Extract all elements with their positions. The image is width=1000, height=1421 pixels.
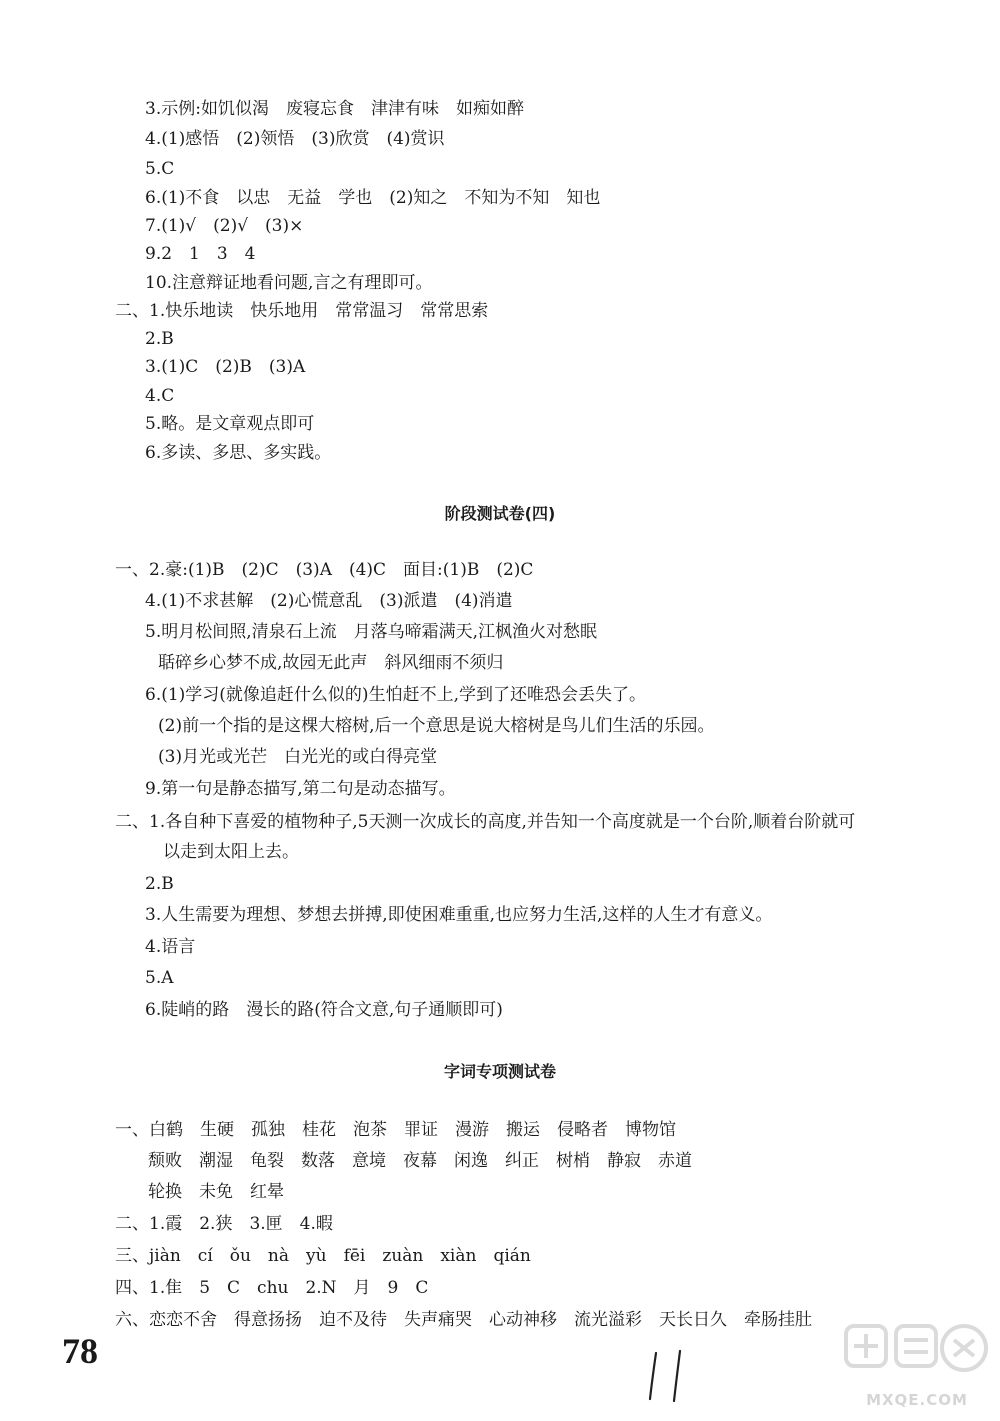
answer-line: 3.示例:如饥似渴 废寝忘食 津津有味 如痴如醉 bbox=[145, 99, 524, 119]
section-title: 字词专项测试卷 bbox=[443, 1062, 556, 1081]
answer-line: 三、jiàn cí ǒu nà yù fēi zuàn xiàn qián bbox=[115, 1246, 531, 1266]
answer-line: 2.B bbox=[145, 329, 174, 349]
answer-line: 7.(1)√ (2)√ (3)× bbox=[145, 216, 304, 236]
watermark-text: MXQE.COM bbox=[866, 1391, 968, 1409]
answer-line: 6.陡峭的路 漫长的路(符合文意,句子通顺即可) bbox=[145, 1000, 503, 1020]
answer-line: 二、1.快乐地读 快乐地用 常常温习 常常思索 bbox=[115, 301, 489, 321]
watermark-logo-icon bbox=[842, 1318, 992, 1390]
answer-line: 5.明月松间照,清泉石上流 月落乌啼霜满天,江枫渔火对愁眠 bbox=[145, 622, 598, 642]
answer-line: 聒碎乡心梦不成,故园无此声 斜风细雨不须归 bbox=[158, 653, 504, 673]
answer-line: 9.2 1 3 4 bbox=[145, 244, 256, 264]
answer-line: 5.C bbox=[145, 159, 175, 179]
answer-line: 5.略。是文章观点即可 bbox=[145, 414, 315, 434]
answer-line: 六、恋恋不舍 得意扬扬 迫不及待 失声痛哭 心动神移 流光溢彩 天长日久 牵肠挂肚 bbox=[115, 1310, 812, 1330]
answer-line: 4.C bbox=[145, 386, 175, 406]
answer-line: 以走到太阳上去。 bbox=[163, 842, 299, 862]
answer-line: (3)月光或光芒 白光光的或白得亮堂 bbox=[158, 747, 438, 767]
answer-line: 6.多读、多思、多实践。 bbox=[145, 443, 332, 463]
answer-line: 二、1.各自种下喜爱的植物种子,5天测一次成长的高度,并告知一个高度就是一个台阶,顺着台阶就可 bbox=[115, 812, 856, 832]
answer-line: 轮换 未免 红晕 bbox=[148, 1182, 284, 1202]
answer-line: (2)前一个指的是这棵大榕树,后一个意思是说大榕树是鸟儿们生活的乐园。 bbox=[158, 716, 715, 736]
section-title: 阶段测试卷(四) bbox=[444, 504, 556, 523]
answer-line: 10.注意辩证地看问题,言之有理即可。 bbox=[145, 273, 433, 293]
answer-line: 4.(1)不求甚解 (2)心慌意乱 (3)派遣 (4)消遣 bbox=[145, 591, 513, 611]
answer-line: 2.B bbox=[145, 874, 174, 894]
answer-line: 3.人生需要为理想、梦想去拼搏,即使困难重重,也应努力生活,这样的人生才有意义。 bbox=[145, 905, 773, 925]
answer-line: 四、1.隹 5 C chu 2.N 月 9 C bbox=[115, 1278, 429, 1298]
answer-line: 二、1.霞 2.狭 3.匣 4.暇 bbox=[115, 1214, 333, 1234]
answer-line: 4.(1)感悟 (2)领悟 (3)欣赏 (4)赏识 bbox=[145, 129, 445, 149]
answer-line: 一、白鹤 生硬 孤独 桂花 泡茶 罪证 漫游 搬运 侵略者 博物馆 bbox=[115, 1120, 676, 1140]
answer-line: 4.语言 bbox=[145, 937, 196, 957]
answer-line: 9.第一句是静态描写,第二句是动态描写。 bbox=[145, 779, 456, 799]
answer-line: 一、2.豪:(1)B (2)C (3)A (4)C 面目:(1)B (2)C bbox=[115, 560, 534, 580]
handwritten-mark-icon bbox=[642, 1345, 702, 1405]
answer-line: 6.(1)不食 以忠 无益 学也 (2)知之 不知为不知 知也 bbox=[145, 188, 601, 208]
answer-line: 颓败 潮湿 龟裂 数落 意境 夜幕 闲逸 纠正 树梢 静寂 赤道 bbox=[148, 1151, 692, 1171]
answer-line: 5.A bbox=[145, 968, 174, 988]
answer-line: 6.(1)学习(就像追赶什么似的)生怕赶不上,学到了还唯恐会丢失了。 bbox=[145, 685, 646, 705]
page-number: 78 bbox=[62, 1331, 98, 1371]
watermark bbox=[842, 1318, 992, 1413]
answer-line: 3.(1)C (2)B (3)A bbox=[145, 357, 306, 377]
